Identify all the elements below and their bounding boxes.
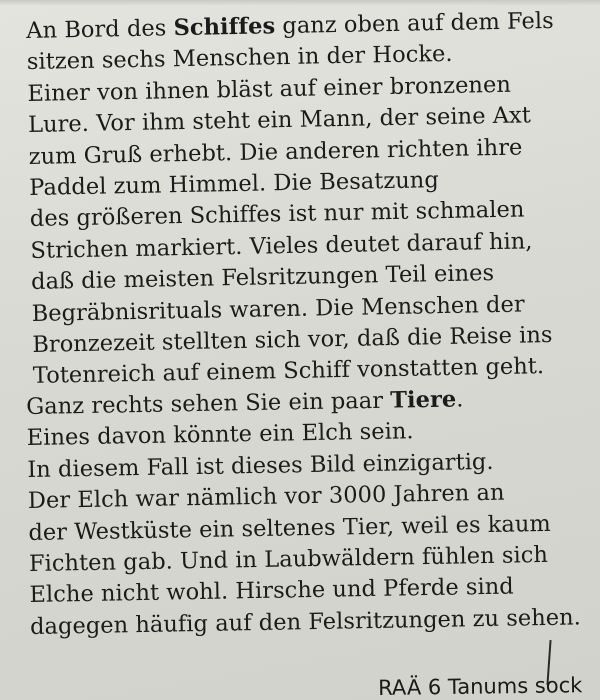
text-line: Fichten gab. Und in Laubwäldern fühlen sich	[28, 541, 549, 578]
paragraph-ship-description	[26, 5, 588, 392]
text-line: Der Elch war nämlich vor 3000 Jahren an	[27, 479, 505, 515]
text-line: Paddel zum Himmel. Die Besatzung	[29, 167, 440, 201]
bold-keyword-tiere: Tiere	[390, 386, 457, 414]
text-segment: An Bord des	[26, 15, 174, 44]
text-line: Begräbnisrituals waren. Die Menschen der	[31, 291, 525, 327]
text-segment: ganz oben auf dem Fels	[274, 7, 554, 40]
text-line: Bronzezeit stellten sich vor, daß die Reise ins	[32, 322, 553, 358]
text-line: Eines davon könnte ein Elch sein.	[26, 418, 414, 452]
text-line: der Westküste ein seltenes Tier, weil es kaum	[28, 510, 552, 546]
sign-footer-reference: RAÄ 6 Tanums sock	[378, 673, 583, 700]
text-line: Einer von ihnen bläst auf einer bronzenen	[27, 71, 512, 107]
paragraph-animals-description	[26, 382, 585, 643]
text-line: daß die meisten Felsritzungen Teil eines	[30, 260, 495, 296]
text-line: dagegen häufig auf den Felsritzungen zu sehen.	[29, 604, 582, 640]
text-line: sitzen sechs Menschen in der Hocke.	[26, 41, 453, 76]
bold-keyword-schiffes: Schiffes	[173, 13, 276, 42]
text-line: Elche nicht wohl. Hirsche und Pferde sind	[29, 573, 514, 609]
text-line: Totenreich auf einem Schiff vonstatten geht.	[32, 353, 545, 390]
sign-top-edge	[0, 0, 600, 6]
text-segment: Ganz rechts sehen Sie ein paar	[26, 387, 391, 420]
text-line: Lure. Vor ihm steht ein Mann, der seine Axt	[27, 102, 532, 139]
text-line: zum Gruß erhebt. Die anderen richten ihre	[28, 134, 523, 170]
text-line: des größeren Schiffes ist nur mit schmalen	[29, 196, 525, 233]
text-segment: .	[456, 386, 464, 413]
text-line: Strichen markiert. Vieles deutet darauf hin,	[30, 228, 533, 264]
text-line: In diesem Fall ist dieses Bild einzigartig.	[27, 448, 494, 483]
